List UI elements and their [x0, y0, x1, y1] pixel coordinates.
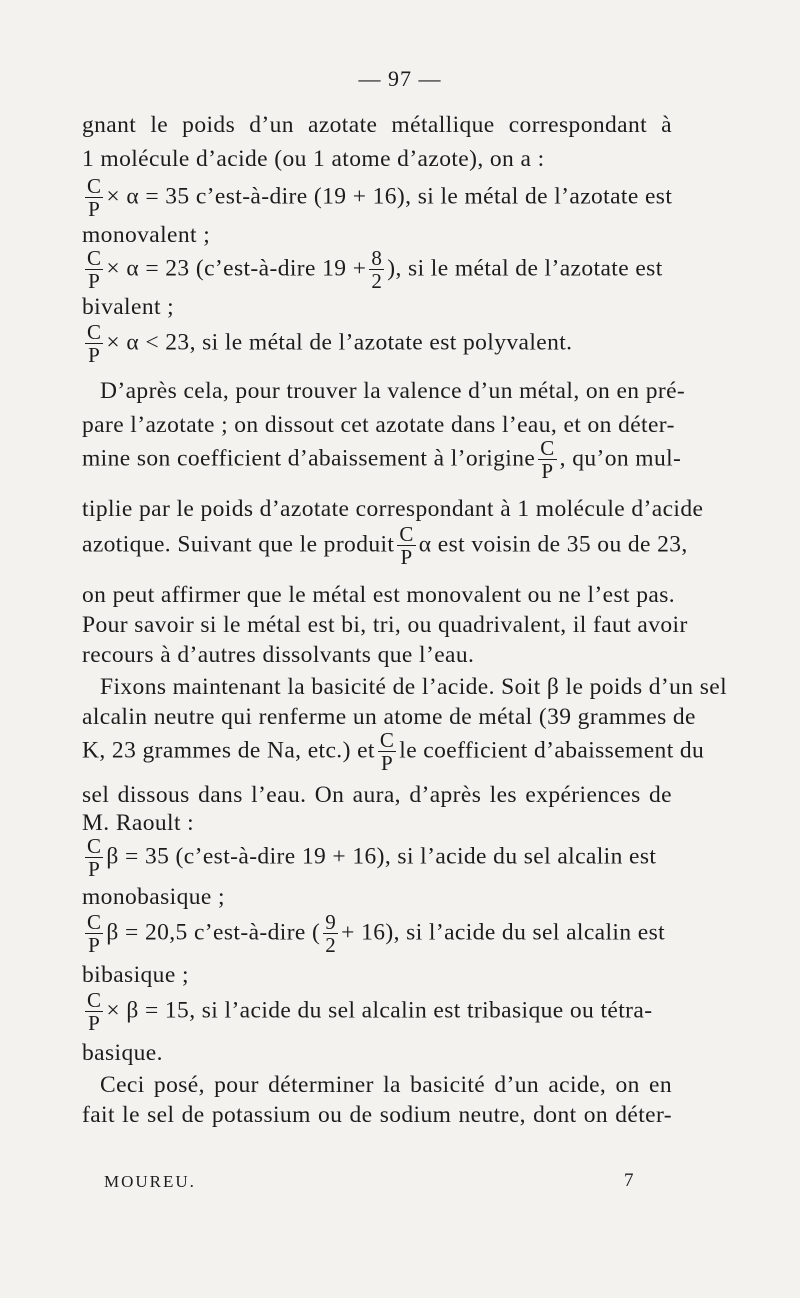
- text-line: gnant le poids d’un azotate métallique correspondant à: [82, 112, 672, 138]
- text-line: Pour savoir si le métal est bi, tri, ou quadrivalent, il faut avoir: [82, 612, 688, 638]
- text-line: sel dissous dans l’eau. On aura, d’après les expériences de: [82, 782, 672, 808]
- formula-line: $\frac{C}{P}$ × α = 35 c’est-à-dire (19 + 16), si le métal de l’azotate est: [87, 174, 673, 221]
- formula-line: azotique. Suivant que le produit $\frac{C}{P}$ α est voisin de 35 ou de 23,: [82, 522, 688, 569]
- fraction: $\frac{C}{P}$: [87, 174, 102, 221]
- text-line: bivalent ;: [82, 294, 175, 320]
- page-number: — 97 —: [358, 66, 442, 91]
- formula-line: $\frac{C}{P}$ × α = 23 (c’est-à-dire 19 + $\frac{8}{2}$ ), si le métal de l’azotate est: [87, 246, 663, 293]
- text-line: basique.: [82, 1040, 163, 1066]
- text-line: 1 molécule d’acide (ou 1 atome d’azote), on a :: [82, 146, 545, 172]
- fraction: $\frac{C}{P}$: [540, 436, 555, 483]
- formula-line: $\frac{C}{P}$ × α < 23, si le métal de l’azotate est polyvalent.: [87, 320, 573, 367]
- formula-line: mine son coefficient d’abaissement à l’origine $\frac{C}{P}$ , qu’on mul-: [82, 436, 682, 483]
- formula-line: K, 23 grammes de Na, etc.) et $\frac{C}{P}$ le coefficient d’abaissement du: [82, 728, 705, 775]
- text-line: fait le sel de potassium ou de sodium neutre, dont on déter-: [82, 1102, 672, 1128]
- text-line: tiplie par le poids d’azotate correspondant à 1 molécule d’acide: [82, 496, 704, 522]
- text-line: D’après cela, pour trouver la valence d’un métal, on en pré-: [100, 378, 686, 404]
- formula-line: $\frac{C}{P}$ β = 20,5 c’est-à-dire ( $\frac{9}{2}$ + 16), si l’acide du sel alcalin est: [87, 910, 666, 957]
- text-line: alcalin neutre qui renferme un atome de métal (39 grammes de: [82, 704, 696, 730]
- text-line: monobasique ;: [82, 884, 225, 910]
- text-line: recours à d’autres dissolvants que l’eau.: [82, 642, 475, 668]
- text-line: Fixons maintenant la basicité de l’acide. Soit β le poids d’un sel: [100, 674, 728, 700]
- signature-number: 7: [624, 1170, 634, 1191]
- fraction: $\frac{C}{P}$: [87, 834, 102, 881]
- text-line: M. Raoult :: [82, 810, 195, 836]
- fraction: $\frac{C}{P}$: [87, 988, 102, 1035]
- text-line: bibasique ;: [82, 962, 189, 988]
- fraction: $\frac{8}{2}$: [371, 246, 383, 293]
- formula-line: $\frac{C}{P}$ β = 35 (c’est-à-dire 19 + 16), si l’acide du sel alcalin est: [87, 834, 657, 881]
- fraction: $\frac{C}{P}$: [87, 910, 102, 957]
- text-line: Ceci posé, pour déterminer la basicité d’un acide, on en: [100, 1072, 672, 1098]
- text-line: on peut affirmer que le métal est monovalent ou ne l’est pas.: [82, 582, 676, 608]
- fraction: $\frac{C}{P}$: [379, 728, 395, 775]
- fraction: $\frac{C}{P}$: [87, 246, 102, 293]
- text-line: monovalent ;: [82, 222, 211, 248]
- text-line: pare l’azotate ; on dissout cet azotate dans l’eau, et on déter-: [82, 412, 675, 438]
- fraction: $\frac{9}{2}$: [325, 910, 337, 957]
- fraction: $\frac{C}{P}$: [87, 320, 102, 367]
- author-signature-mark: MOUREU.: [104, 1172, 196, 1191]
- formula-line: $\frac{C}{P}$ × β = 15, si l’acide du sel alcalin est tribasique ou tétra-: [87, 988, 653, 1035]
- fraction: $\frac{C}{P}$: [399, 522, 414, 569]
